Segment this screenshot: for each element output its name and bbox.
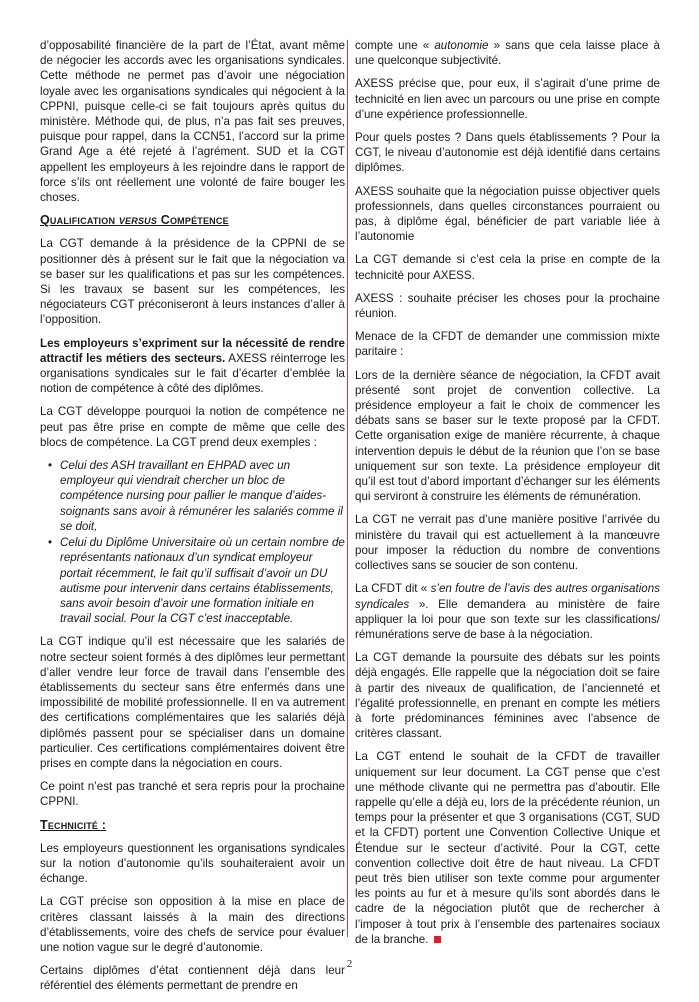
- paragraph: La CGT entend le souhait de la CFDT de travailler uniquement sur leur document. La CGT pense que c’est une méthode clivante qui ne permettra pas d’aboutir. Elle rappelle qu’elle a déjà eu, lors de la précédente réunion, un temps pour la présenter et que 3 organisations (CGT, SUD et la CFDT) portent une Convention Collective Unique et Étendue sur le secteur d’activité. Pour la CGT, cette convention collective doit être de haut niveau. La CFDT peut très bien utiliser son texte comme pour argumenter les points au fur et à mesure qu’ils sont abordés dans le cadre de la négociation plutôt que de rechercher à l’imposer à tout prix à l’ensemble des partenaires sociaux de la branche.: [355, 750, 660, 946]
- paragraph: La CGT demande si c’est cela la prise en compte de la technicité pour AXESS.: [355, 253, 660, 282]
- example-list: [40, 458, 345, 626]
- paragraph: compte une « autonomie » sans que cela laisse place à une quelconque subjectivité.: [355, 39, 660, 68]
- left-column: [40, 38, 345, 1002]
- paragraph: Menace de la CFDT de demander une commission mixte paritaire :: [355, 330, 660, 359]
- section-heading-technicite: Technicité :: [40, 817, 107, 832]
- paragraph: AXESS précise que, pour eux, il s’agirait d’une prime de technicité en lien avec un parcours ou une prise en compte d’une expérience professionnelle.: [355, 77, 660, 121]
- paragraph: La CGT développe pourquoi la notion de compétence ne peut pas être prise en compte de même que celle des blocs de compétence. La CGT prend deux exemples :: [40, 405, 345, 449]
- paragraph: Les employeurs questionnent les organisations syndicales sur la notion d’autonomie qu’ils souhaiteraient avoir un échange.: [40, 841, 345, 886]
- paragraph: La CGT ne verrait pas d’une manière positive l’arrivée du ministère du travail qui est actuellement à la manœuvre pour imposer la réduction du nombre de conventions collectives sans se soucier de son contenu.: [355, 513, 660, 573]
- paragraph: La CGT demande la poursuite des débats sur les points déjà engagés. Elle rappelle que la négociation doit se faire à partir des niveaux de qualification, de l’ancienneté et l’égalité professionnelle, en prenant en compte les métiers à forte prédominances féminines avec l’absence de critères classant.: [355, 651, 660, 741]
- page-number: 2: [346, 958, 353, 970]
- list-item: • Celui du Diplôme Universitaire où un certain nombre de représentants nationaux d’un syndicat employeur portait récemment, le fait qu’il suffisait d’avoir un DU autisme pour intervenir dans certains établissements, sans avoir besoin d’avoir une formation initiale en travail social. Pour la CGT c’est inacceptable.: [60, 535, 345, 626]
- paragraph: La CGT précise son opposition à la mise en place de critères classant laissés à la main des directions d’établissements, voire des chefs de service pour évaluer une notion vague sur le degré d’autonomie.: [40, 895, 345, 954]
- paragraph: La CGT indique qu’il est nécessaire que les salariés de notre secteur soient formés à des diplômes leur permettant d’aller vendre leur force de travail dans l’ensemble des établissements du secteur sans être enfermés dans une impossibilité de mobilité professionnelle. Il en va autrement des certifications complémentaires que les salariés déjà diplômés passent pour se spécialiser dans un domaine particulier. Ces certifications complémentaires doivent être prises en compte dans la négociation en cours.: [40, 635, 345, 770]
- paragraph: Lors de la dernière séance de négociation, la CFDT avait présenté sont projet de convention collective. La présidence employeur a fait le choix de commencer les débats sans se baser sur le texte proposé par la CFDT. Cette organisation exige de manière récurrente, à chaque intervention depuis le début de la réunion que l’on se base uniquement sur son texte. La présidence employeur dit qu’il est tout d’abord important d’échanger sur les éléments qui serviront à construire les éléments de rémunération.: [355, 368, 660, 504]
- paragraph: La CGT demande à la présidence de la CPPNI de se positionner dès à présent sur le fait que la négociation va se baser sur les qualifications et pas sur les compétences. Si les travaux se basent sur les compétences, les négociateurs CGT préconiseront à leurs instances d’aller à l’opposition.: [40, 237, 345, 327]
- right-column: [355, 38, 660, 955]
- list-item: • Celui des ASH travaillant en EHPAD avec un employeur qui viendrait chercher un bloc de compétence nursing pour pallier le manque d’aides-soignants sans avoir à rémunérer les salariés comme il se doit,: [60, 458, 345, 534]
- paragraph: Ce point n’est pas tranché et sera repris pour la prochaine CPPNI.: [40, 780, 345, 809]
- paragraph: AXESS : souhaite préciser les choses pour la prochaine réunion.: [355, 291, 660, 321]
- paragraph: d’opposabilité financière de la part de l’État, avant même de négocier les accords avec les organisations syndicales. Cette méthode ne permet pas d’avoir une négociation loyale avec les organisations syndicales qui négocient à la CPPNI, puisque celle-ci se fait toujours après quitus du ministère. Méthode qui, de plus, n’a pas fait ses preuves, puisque pour rappel, dans la CCN51, l’accord sur la prime Grand Age a été rejeté à l’agrément. SUD et la CGT appellent les employeurs à les rejoindre dans le rapport de force s’ils ont réellement une volonté de faire bouger les choses.: [40, 39, 345, 205]
- paragraph: La CFDT dit « s’en foutre de l’avis des autres organisations syndicales ». Elle demandera au ministère de faire appliquer la loi pour que son texte sur les classifications/ rémunérations serve de base à la négociation.: [355, 582, 660, 641]
- section-heading-qualification: Qualification versus Compétence: [40, 213, 229, 228]
- end-of-article-square-icon: [434, 936, 441, 943]
- paragraph: Les employeurs s’expriment sur la nécessité de rendre attractif les métiers des secteurs. AXESS réinterroge les organisations syndicales sur le fait d’écarter d’emblée la notion de compétence à côté des diplômes.: [40, 336, 345, 396]
- paragraph: AXESS souhaite que la négociation puisse objectiver quels professionnels, dans quelles circonstances pourraient ou pas, à diplôme égal, bénéficier de part variable liée à l’autonomie: [355, 184, 660, 244]
- column-divider: [347, 40, 348, 937]
- paragraph: Certains diplômes d’état contiennent déjà dans leur référentiel des éléments permettant de prendre en: [40, 964, 345, 993]
- paragraph: Pour quels postes ? Dans quels établissements ? Pour la CGT, le niveau d’autonomie est déjà identifié dans certains diplômes.: [355, 131, 660, 175]
